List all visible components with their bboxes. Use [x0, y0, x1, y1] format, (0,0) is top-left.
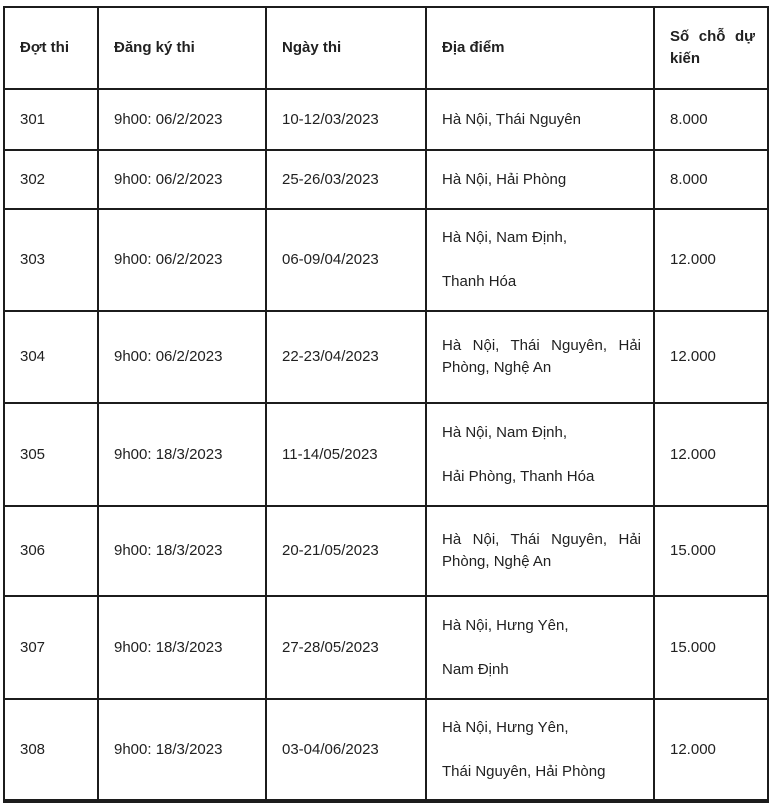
location-line: Hà Nội, Thái Nguyên, Hải Phòng, Nghệ An: [442, 337, 641, 376]
seats-cell: 12.000: [654, 403, 768, 506]
round-cell: 303: [4, 209, 98, 311]
location-line: Hà Nội, Nam Định,: [442, 423, 568, 441]
table-row: [4, 403, 768, 506]
location-cell: [426, 209, 654, 311]
location-cell: [426, 150, 654, 209]
round-cell: 306: [4, 506, 98, 596]
round-cell: 307: [4, 596, 98, 699]
seats-cell: 12.000: [654, 311, 768, 403]
seats-cell: 15.000: [654, 596, 768, 699]
exam-date-cell: 06-09/04/2023: [266, 209, 426, 311]
location-cell: [426, 403, 654, 506]
seats-cell: 15.000: [654, 506, 768, 596]
column-header-round: Đợt thi: [4, 7, 98, 89]
column-header-location: Địa điểm: [426, 7, 654, 89]
registration-cell: 9h00: 18/3/2023: [98, 506, 266, 596]
seats-cell: 12.000: [654, 209, 768, 311]
seats-cell: 12.000: [654, 699, 768, 801]
location-line: Hà Nội, Hưng Yên,: [442, 616, 569, 634]
table-row: [4, 150, 768, 209]
table-row: [4, 596, 768, 699]
table-header: [4, 7, 768, 89]
exam-date-cell: 25-26/03/2023: [266, 150, 426, 209]
seats-cell: 8.000: [654, 89, 768, 150]
table-row: [4, 209, 768, 311]
location-line: Hà Nội, Thái Nguyên: [442, 110, 581, 128]
round-cell: 302: [4, 150, 98, 209]
location-line: Hà Nội, Thái Nguyên, Hải Phòng, Nghệ An: [442, 531, 641, 570]
exam-date-cell: 20-21/05/2023: [266, 506, 426, 596]
exam-date-cell: 27-28/05/2023: [266, 596, 426, 699]
location-cell: [426, 89, 654, 150]
table-row: [4, 506, 768, 596]
round-cell: 301: [4, 89, 98, 150]
registration-cell: 9h00: 06/2/2023: [98, 209, 266, 311]
location-line: Thái Nguyên, Hải Phòng: [442, 762, 606, 780]
registration-cell: 9h00: 18/3/2023: [98, 596, 266, 699]
table-body: [4, 89, 768, 801]
location-line: Hà Nội, Hải Phòng: [442, 170, 567, 188]
round-cell: 304: [4, 311, 98, 403]
exam-date-cell: 22-23/04/2023: [266, 311, 426, 403]
exam-date-cell: 03-04/06/2023: [266, 699, 426, 801]
round-cell: 305: [4, 403, 98, 506]
location-cell: [426, 699, 654, 801]
location-line: Hà Nội, Nam Định,: [442, 229, 568, 246]
registration-cell: 9h00: 18/3/2023: [98, 403, 266, 506]
location-line: Thanh Hóa: [442, 273, 517, 290]
header-row: [4, 7, 768, 89]
registration-cell: 9h00: 06/2/2023: [98, 89, 266, 150]
location-cell: [426, 596, 654, 699]
table-row: [4, 311, 768, 403]
column-header-registration: Đăng ký thi: [98, 7, 266, 89]
column-header-seats: Số chỗ dự kiến: [654, 7, 768, 89]
location-line: Nam Định: [442, 660, 509, 678]
registration-cell: 9h00: 06/2/2023: [98, 311, 266, 403]
exam-date-cell: 11-14/05/2023: [266, 403, 426, 506]
location-line: Hải Phòng, Thanh Hóa: [442, 467, 595, 485]
seats-cell: 8.000: [654, 150, 768, 209]
location-cell: [426, 506, 654, 596]
table-row: [4, 699, 768, 801]
location-cell: [426, 311, 654, 403]
registration-cell: 9h00: 06/2/2023: [98, 150, 266, 209]
round-cell: 308: [4, 699, 98, 801]
registration-cell: 9h00: 18/3/2023: [98, 699, 266, 801]
location-line: Hà Nội, Hưng Yên,: [442, 718, 569, 736]
exam-date-cell: 10-12/03/2023: [266, 89, 426, 150]
exam-schedule-table: [3, 6, 769, 803]
column-header-exam-date: Ngày thi: [266, 7, 426, 89]
table-row: [4, 89, 768, 150]
